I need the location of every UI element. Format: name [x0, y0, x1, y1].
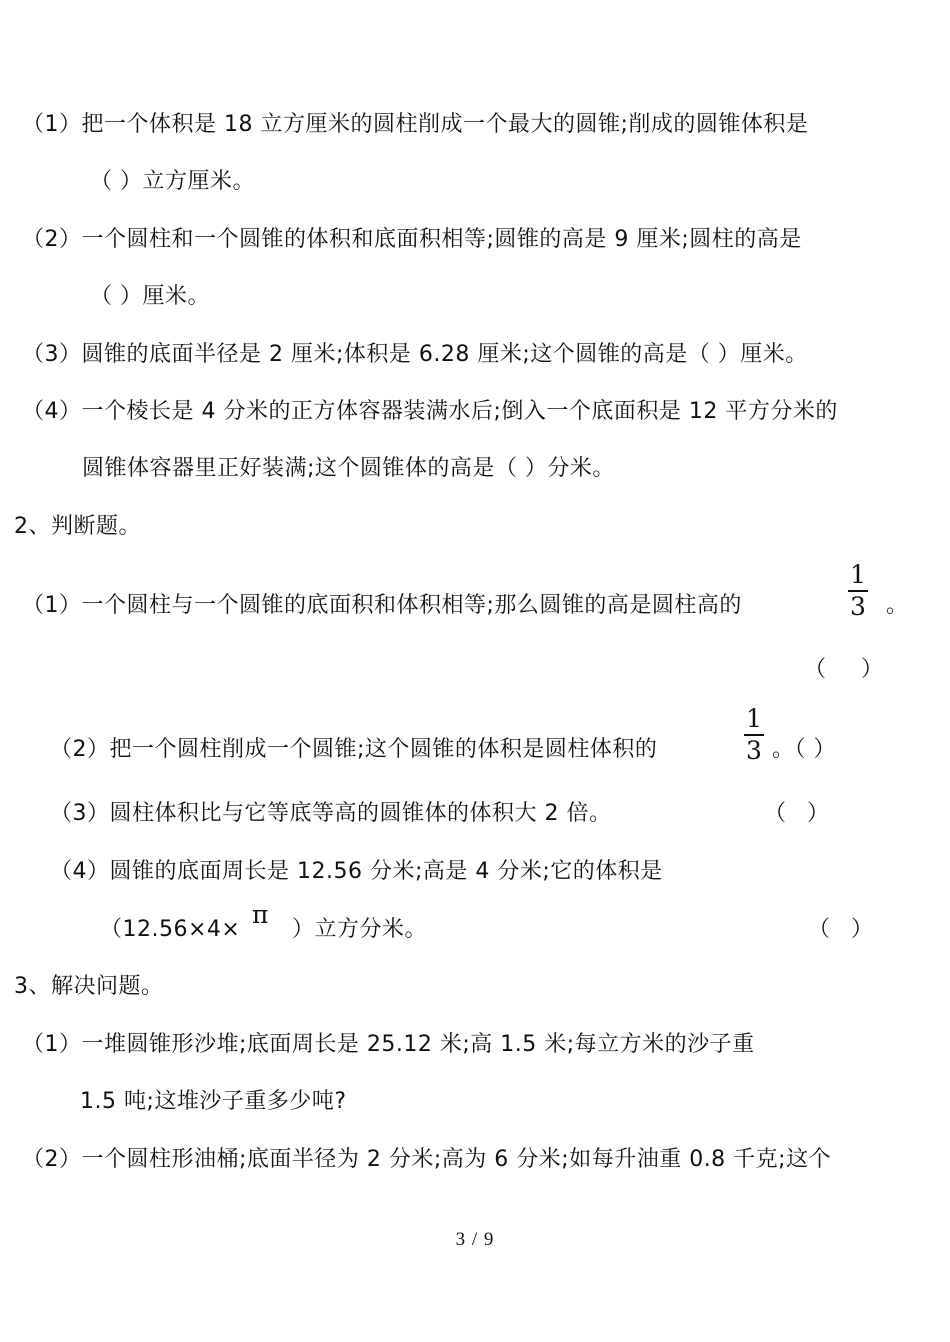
s2-q3-text: （3）圆柱体积比与它等底等高的圆锥体的体积大 2 倍。: [50, 801, 612, 826]
s2-q1-frac-den: 3: [850, 592, 866, 621]
s1-q2-line1: （2）一个圆柱和一个圆锥的体积和底面积相等;圆锥的高是 9 厘米;圆柱的高是: [22, 227, 802, 252]
s3-heading: 3、解决问题。: [14, 974, 164, 999]
s1-q1-line2: （ ）立方厘米。: [90, 169, 255, 194]
s2-q2-end: 。（ ）: [772, 737, 836, 762]
s2-q3-answer: （ ）: [764, 801, 829, 826]
s2-q2-fraction: [744, 706, 764, 764]
s3-q1-line1: （1）一堆圆锥形沙堆;底面周长是 25.12 米;高 1.5 米;每立方米的沙子重: [22, 1032, 755, 1057]
s3-q1-line2: 1.5 吨;这堆沙子重多少吨?: [80, 1089, 347, 1114]
s2-q1-answer: （ ）: [804, 657, 883, 682]
s2-q4-line1: （4）圆锥的底面周长是 12.56 分米;高是 4 分米;它的体积是: [50, 859, 663, 884]
s1-q4-line1: （4）一个棱长是 4 分米的正方体容器装满水后;倒入一个底面积是 12 平方分米的: [22, 399, 838, 424]
s1-q2-line2: （ ）厘米。: [90, 284, 210, 309]
s2-q1-text: （1）一个圆柱与一个圆锥的底面积和体积相等;那么圆锥的高是圆柱高的: [22, 593, 742, 618]
s1-q4-line2: 圆锥体容器里正好装满;这个圆锥体的高是（ ）分米。: [82, 456, 615, 481]
s2-q4-answer: （ ）: [808, 917, 873, 942]
pi-symbol: π: [252, 900, 269, 929]
s2-q2-text: （2）把一个圆柱削成一个圆锥;这个圆锥的体积是圆柱体积的: [50, 737, 658, 762]
s2-q4-line2-end: ）立方分米。: [292, 917, 428, 942]
s2-heading: 2、判断题。: [14, 514, 141, 539]
s2-q1-fraction: [848, 562, 868, 620]
s1-q3-line1: （3）圆锥的底面半径是 2 厘米;体积是 6.28 厘米;这个圆锥的高是（ ）厘米。: [22, 342, 808, 367]
s2-q4-line2-start: （12.56×4×: [100, 917, 241, 942]
s3-q2-line1: （2）一个圆柱形油桶;底面半径为 2 分米;高为 6 分米;如每升油重 0.8 千克;这个: [22, 1147, 832, 1172]
s2-q1-frac-num: 1: [850, 560, 866, 589]
s2-q2-frac-den: 3: [746, 736, 762, 765]
page-number: 3 / 9: [455, 1229, 495, 1250]
s2-q1-end: 。: [886, 593, 909, 618]
s1-q1-line1: （1）把一个体积是 18 立方厘米的圆柱削成一个最大的圆锥;削成的圆锥体积是: [22, 112, 809, 137]
s2-q2-frac-num: 1: [746, 704, 762, 733]
